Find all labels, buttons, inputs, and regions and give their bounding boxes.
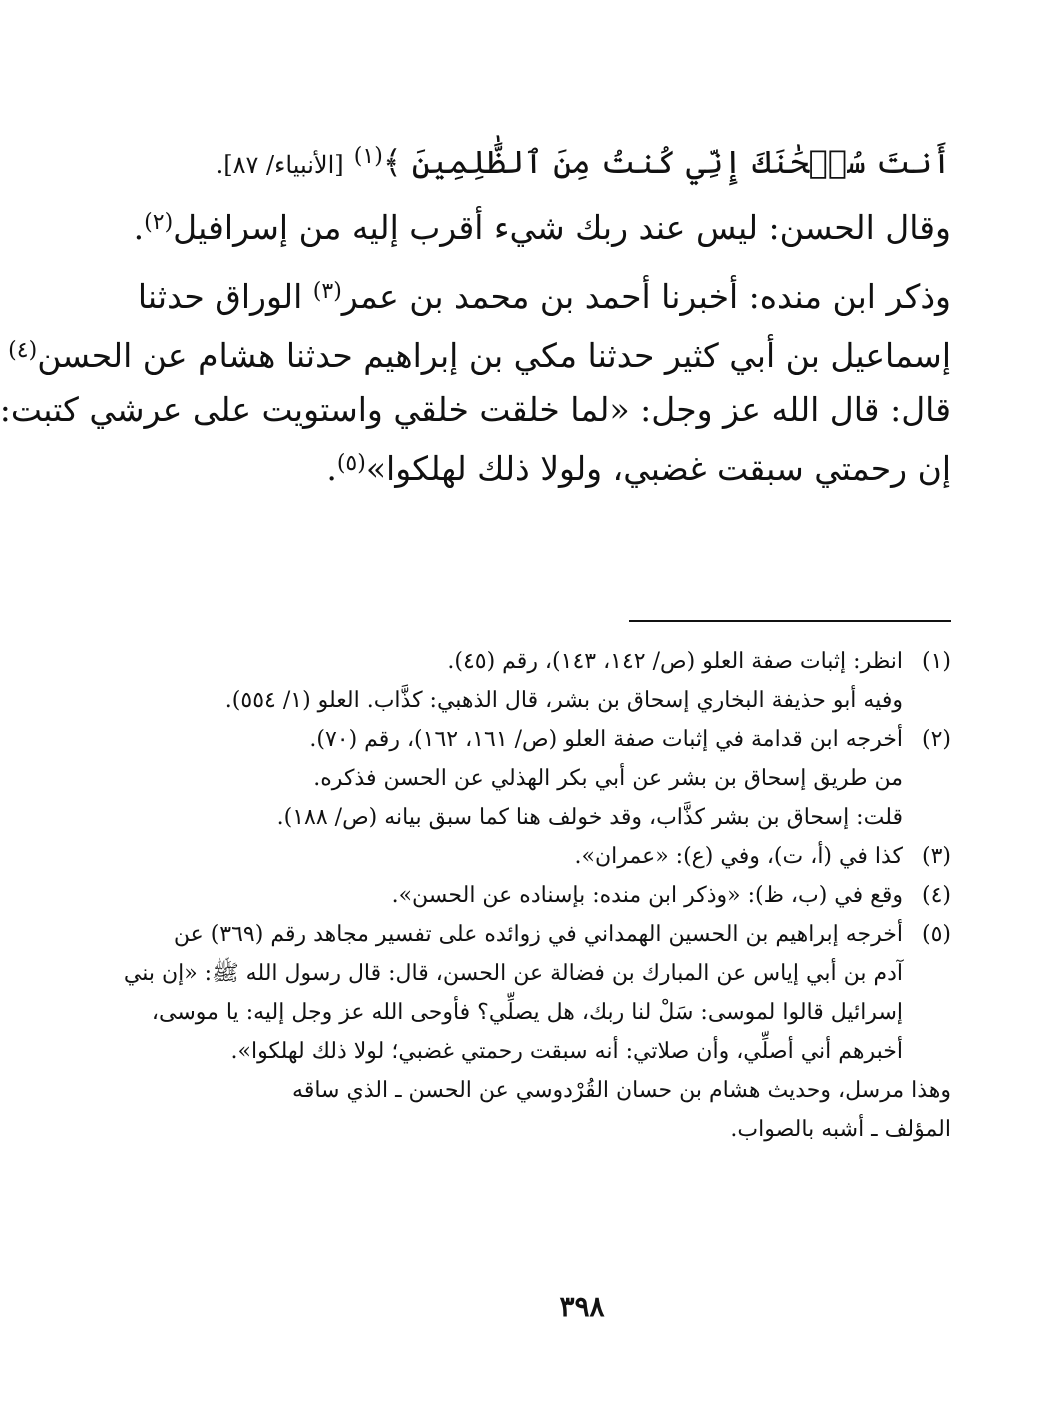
ibn-mandah-line-4-a: إن رحمتي سبقت غضبي، ولولا ذلك لهلكوا» bbox=[365, 449, 951, 488]
ibn-mandah-line-2 bbox=[8, 324, 951, 383]
hasan-quote-text: وقال الحسن: ليس عند ربك شيء أقرب إليه من إسرافيل bbox=[173, 208, 951, 247]
footnote-2-line-1: أخرجه ابن قدامة في إثبات صفة العلو (ص/ ١٦١، ١٦٢)، رقم (٧٠). bbox=[309, 727, 903, 752]
ibn-mandah-line-1-a: وذكر ابن منده: أخبرنا أحمد بن محمد بن عمر bbox=[341, 277, 951, 316]
page-number: ٣٩٨ bbox=[559, 1290, 605, 1323]
footnote-number: (٢) bbox=[921, 727, 951, 752]
footnote-1-line-2: وفيه أبو حذيفة البخاري إسحاق بن بشر، قال الذهبي: كذَّاب. العلو (١/ ٥٥٤). bbox=[224, 688, 903, 713]
main-text bbox=[0, 126, 951, 496]
ibn-mandah-line-4 bbox=[186, 437, 951, 496]
footnote-1-line-1: انظر: إثبات صفة العلو (ص/ ١٤٢، ١٤٣)، رقم (٤٥). bbox=[447, 649, 903, 674]
footnote-3-line-1: كذا في (أ، ت)، وفي (ع): «عمران». bbox=[574, 844, 903, 869]
footnote-4 bbox=[181, 876, 951, 915]
ibn-mandah-line-4-end: . bbox=[326, 449, 337, 488]
footnote-ref-1: (١) bbox=[353, 144, 383, 169]
verse-citation: [الأنبياء/ ٨٧]. bbox=[215, 151, 344, 179]
footnote-5-line-6: المؤلف ـ أشبه بالصواب. bbox=[730, 1117, 951, 1142]
footnote-ref-5: (٥) bbox=[336, 451, 366, 476]
footnote-5-line-5: وهذا مرسل، وحديث هشام بن حسان القُرْدوسي عن الحسن ـ الذي ساقه bbox=[292, 1078, 951, 1103]
footnote-number: (٤) bbox=[921, 883, 951, 908]
footnote-5-line-1: أخرجه إبراهيم بن الحسين الهمداني في زوائده على تفسير مجاهد رقم (٣٦٩) عن bbox=[173, 922, 903, 947]
footnote-5 bbox=[173, 915, 951, 954]
footnote-2-line-2: من طريق إسحاق بن بشر عن أبي بكر الهذلي عن الحسن فذكره. bbox=[313, 766, 903, 791]
footnote-5-line-4: أخبرهم أني أصلِّي، وأن صلاتي: أنه سبقت رحمتي غضبي؛ لولا ذلك لهلكوا». bbox=[230, 1039, 903, 1064]
footnote-ref-4: (٤) bbox=[8, 338, 38, 363]
footnotes bbox=[123, 642, 951, 1149]
footnote-5-line-3: إسرائيل قالوا لموسى: سَلْ لنا ربك، هل يصلِّي؟ فأوحى الله عز وجل إليه: يا موسى، bbox=[151, 1000, 903, 1025]
hasan-quote-end: . bbox=[133, 208, 145, 247]
ibn-mandah-line-2-a: إسماعيل بن أبي كثير حدثنا مكي بن إبراهيم حدثنا هشام عن الحسن bbox=[37, 336, 951, 375]
footnote-ref-2: (٢) bbox=[144, 210, 174, 235]
footnote-ref-3: (٣) bbox=[312, 279, 342, 304]
footnote-number: (١) bbox=[921, 649, 951, 674]
footnote-3 bbox=[181, 837, 951, 876]
quran-verse-line bbox=[186, 126, 951, 196]
footnote-2-line-3: قلت: إسحاق بن بشر كذَّاب، وقد خولف هنا كما سبق بيانه (ص/ ١٨٨). bbox=[276, 805, 903, 830]
footnote-number: (٥) bbox=[921, 922, 951, 947]
ibn-mandah-line-3: قال: قال الله عز وجل: «لما خلقت خلقي واستويت على عرشي كتبت: bbox=[0, 390, 951, 429]
ibn-mandah-line-1-b: الوراق حدثنا bbox=[137, 277, 303, 316]
footnote-1 bbox=[181, 642, 951, 681]
footnote-2 bbox=[181, 720, 951, 759]
quran-verse: أَنتَ سُبۡحَٰنَكَ إِنِّي كُنتُ مِنَ ٱلظَّٰلِمِينَ ﴾ bbox=[382, 143, 951, 181]
footnote-separator bbox=[629, 620, 951, 622]
footnote-5-line-2: آدم بن أبي إياس عن المبارك بن فضالة عن الحسن، قال: قال رسول الله ﷺ: «إن بني bbox=[123, 961, 903, 986]
hasan-quote-line bbox=[133, 196, 951, 255]
footnote-4-line-1: وقع في (ب، ظ): «وذكر ابن منده: بإسناده عن الحسن». bbox=[391, 883, 903, 908]
footnote-number: (٣) bbox=[921, 844, 951, 869]
ibn-mandah-line-1 bbox=[137, 265, 951, 324]
